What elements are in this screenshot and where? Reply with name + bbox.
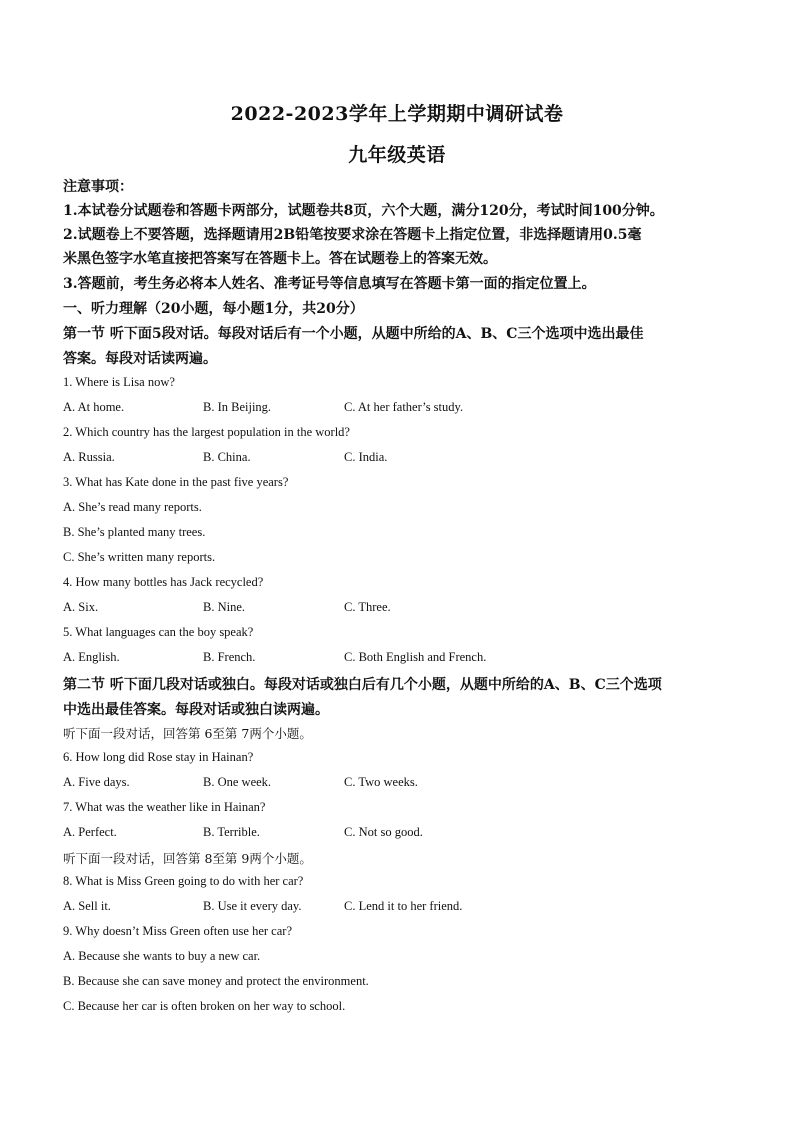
question-9-option-b: B. Because she can save money and protect the environment. — [63, 974, 369, 988]
option-a: A. Six. — [63, 600, 99, 614]
question-4-options — [63, 600, 743, 618]
note-item-1: 1.本试卷分试题卷和答题卡两部分，试题卷共8页，六个大题，满分120分，考试时间100分钟。 — [63, 203, 664, 219]
question-7-options — [63, 825, 743, 843]
option-a: A. English. — [63, 650, 120, 664]
question-8: 8. What is Miss Green going to do with her car? — [63, 874, 304, 888]
option-a: A. Five days. — [63, 775, 130, 789]
question-5: 5. What languages can the boy speak? — [63, 625, 254, 639]
question-2: 2. Which country has the largest population in the world? — [63, 425, 350, 439]
question-4: 4. How many bottles has Jack recycled? — [63, 575, 264, 589]
option-a: A. Russia. — [63, 450, 115, 464]
option-c: C. At her father’s study. — [344, 400, 464, 414]
option-b: B. Use it every day. — [203, 899, 302, 913]
question-9: 9. Why doesn’t Miss Green often use her car? — [63, 924, 292, 938]
instruction-q8-q9: 听下面一段对话，回答第 8至第 9两个小题。 — [63, 851, 312, 866]
section1-instructions-cont: 答案。每段对话读两遍。 — [63, 351, 217, 367]
option-b: B. One week. — [203, 775, 272, 789]
option-c: C. Not so good. — [344, 825, 423, 839]
option-b: B. French. — [203, 650, 256, 664]
question-6: 6. How long did Rose stay in Hainan? — [63, 750, 254, 764]
question-9-option-a: A. Because she wants to buy a new car. — [63, 949, 261, 963]
question-7: 7. What was the weather like in Hainan? — [63, 800, 266, 814]
instruction-q6-q7: 听下面一段对话，回答第 6至第 7两个小题。 — [63, 726, 312, 741]
exam-title: 2022-2023学年上学期期中调研试卷 — [230, 103, 564, 125]
option-b: B. Terrible. — [203, 825, 260, 839]
option-b: B. China. — [203, 450, 251, 464]
option-a: A. At home. — [63, 400, 125, 414]
question-6-options — [63, 775, 743, 793]
question-3-option-a: A. She’s read many reports. — [63, 500, 202, 514]
option-b: B. Nine. — [203, 600, 246, 614]
question-5-options — [63, 650, 743, 668]
question-2-options — [63, 450, 743, 468]
note-item-3: 3.答题前，考生务必将本人姓名、准考证号等信息填写在答题卡第一面的指定位置上。 — [63, 276, 596, 292]
option-c: C. Two weeks. — [344, 775, 418, 789]
note-item-2-cont: 米黑色签字水笔直接把答案写在答题卡上。答在试题卷上的答案无效。 — [63, 251, 497, 267]
option-c: C. India. — [344, 450, 388, 464]
section2-instructions: 第二节 听下面几段对话或独白。每段对话或独白后有几个小题，从题中所给的A、B、C三个选项 — [63, 677, 662, 693]
question-1-options — [63, 400, 743, 418]
section1-instructions: 第一节 听下面5段对话。每段对话后有一个小题，从题中所给的A、B、C三个选项中选出最佳 — [63, 326, 644, 342]
part1-heading: 一、听力理解（20小题，每小题1分，共20分） — [63, 301, 364, 317]
section2-instructions-cont: 中选出最佳答案。每段对话或独白读两遍。 — [63, 702, 329, 718]
question-3-option-b: B. She’s planted many trees. — [63, 525, 206, 539]
question-8-options — [63, 899, 743, 917]
option-c: C. Both English and French. — [344, 650, 487, 664]
option-c: C. Three. — [344, 600, 391, 614]
option-c: C. Lend it to her friend. — [344, 899, 463, 913]
exam-subtitle: 九年级英语 — [348, 144, 446, 166]
question-3-option-c: C. She’s written many reports. — [63, 550, 216, 564]
notes-heading: 注意事项： — [63, 179, 133, 195]
option-b: B. In Beijing. — [203, 400, 272, 414]
question-3: 3. What has Kate done in the past five years? — [63, 475, 289, 489]
option-a: A. Perfect. — [63, 825, 117, 839]
question-1: 1. Where is Lisa now? — [63, 375, 175, 389]
note-item-2: 2.试题卷上不要答题，选择题请用2B铅笔按要求涂在答题卡上指定位置，非选择题请用0.5毫 — [63, 227, 642, 243]
question-9-option-c: C. Because her car is often broken on her way to school. — [63, 999, 346, 1013]
option-a: A. Sell it. — [63, 899, 111, 913]
